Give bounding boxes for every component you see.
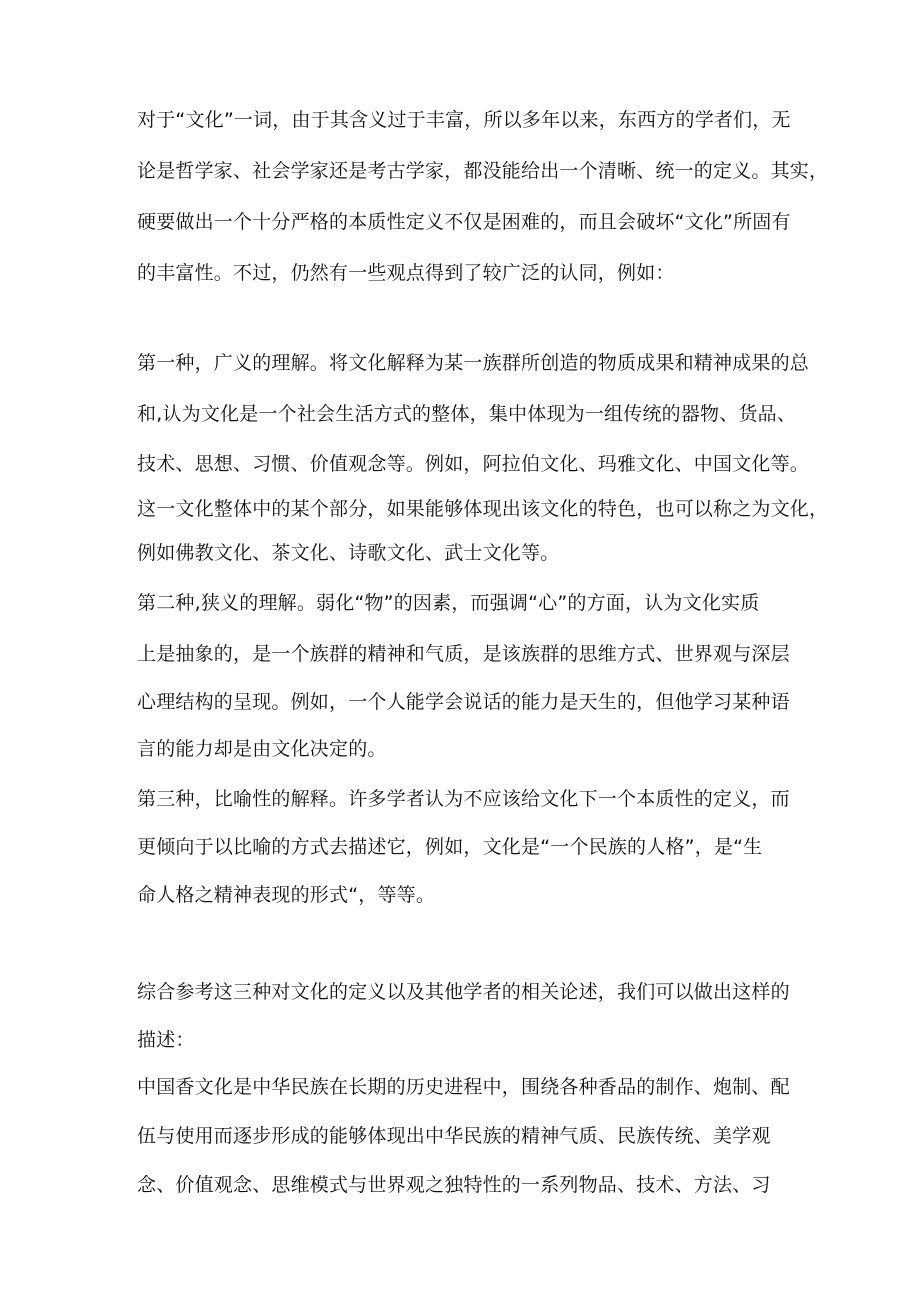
text-line: 的丰富性。不过，仍然有一些观点得到了较广泛的认同，例如： [137, 262, 675, 284]
text-line: 技术、思想、习惯、价值观念等。例如，阿拉伯文化、玛雅文化、中国文化等。 [137, 453, 810, 475]
text-line: 念、价值观念、思维模式与世界观之独特性的一系列物品、技术、方法、习 [137, 1174, 771, 1196]
text-line: 中国香文化是中华民族在长期的历史进程中，围绕各种香品的制作、炮制、配 [137, 1076, 790, 1098]
text-line: 言的能力却是由文化决定的。 [137, 738, 387, 760]
text-line: 综合参考这三种对文化的定义以及其他学者的相关论述，我们可以做出这样的 [137, 981, 790, 1003]
text-line: 上是抽象的，是一个族群的精神和气质，是该族群的思维方式、世界观与深层 [137, 643, 790, 665]
text-line: 命人格之精神表现的形式“，等等。 [137, 884, 436, 906]
text-line: 论是哲学家、社会学家还是考古学家，都没能给出一个清晰、统一的定义。其实， [137, 160, 829, 182]
text-line: 第二种,狭义的理解。弱化“物”的因素，而强调“心”的方面，认为文化实质 [137, 592, 760, 614]
text-line: 例如佛教文化、茶文化、诗歌文化、武士文化等。 [137, 542, 560, 564]
text-line: 第一种，广义的理解。将文化解释为某一族群所创造的物质成果和精神成果的总 [137, 352, 810, 374]
text-line: 这一文化整体中的某个部分，如果能够体现出该文化的特色，也可以称之为文化， [137, 498, 829, 520]
text-line: 对于“文化”一词，由于其含义过于丰富，所以多年以来，东西方的学者们，无 [137, 109, 791, 131]
text-line: 描述： [137, 1029, 195, 1051]
text-line: 第三种，比喻性的解释。许多学者认为不应该给文化下一个本质性的定义，而 [137, 788, 790, 810]
text-line: 和,认为文化是一个社会生活方式的整体，集中体现为一组传统的器物、货品、 [137, 403, 797, 425]
text-line: 更倾向于以比喻的方式去描述它，例如，文化是“一个民族的人格”，是“生 [137, 836, 763, 858]
text-line: 伍与使用而逐步形成的能够体现出中华民族的精神气质、民族传统、美学观 [137, 1125, 771, 1147]
text-line: 心理结构的呈现。例如，一个人能学会说话的能力是天生的，但他学习某种语 [137, 691, 790, 713]
text-line: 硬要做出一个十分严格的本质性定义不仅是困难的，而且会破坏“文化”所固有 [137, 211, 791, 233]
